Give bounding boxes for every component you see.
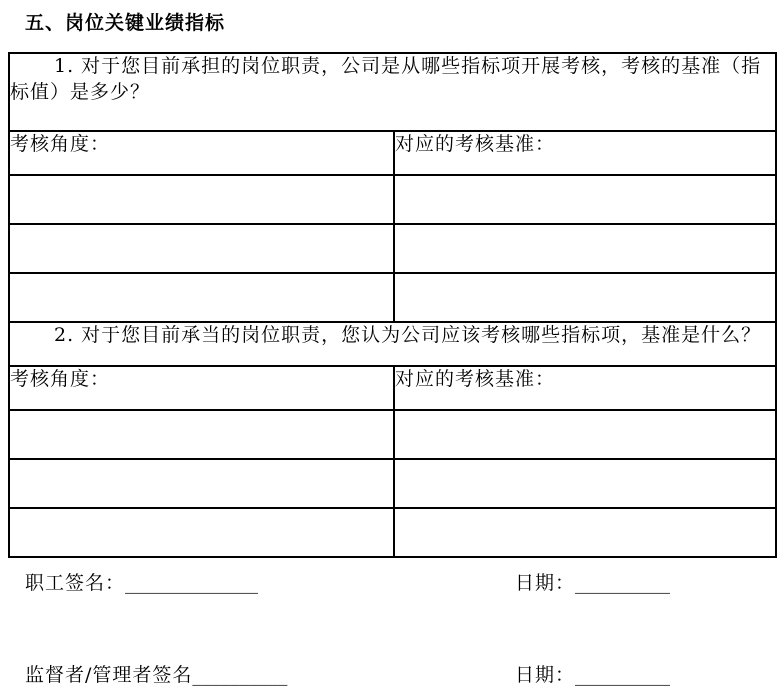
employee-signature-line[interactable]: ______________ — [125, 572, 259, 594]
section1-col2-header: 对应的考核基准： — [394, 131, 776, 175]
section1-angle-cell-1[interactable] — [9, 175, 394, 224]
supervisor-date-line[interactable]: __________ — [575, 664, 671, 686]
table-row — [9, 273, 776, 322]
table-row — [9, 366, 776, 410]
table-row — [9, 131, 776, 175]
table-row — [9, 322, 776, 366]
table-row — [9, 175, 776, 224]
employee-signature-label: 职工签名： — [25, 572, 126, 594]
supervisor-signature-label: 监督者/管理者签名 — [25, 664, 193, 686]
section2-angle-cell-3[interactable] — [9, 508, 394, 557]
table-row — [9, 459, 776, 508]
section2-basis-cell-3[interactable] — [394, 508, 776, 557]
section1-col1-header: 考核角度： — [9, 131, 394, 175]
signature-row-supervisor — [0, 660, 784, 686]
supervisor-signature-line[interactable]: __________ — [192, 664, 288, 686]
signature-row-employee — [0, 568, 784, 594]
section1-angle-cell-2[interactable] — [9, 224, 394, 273]
section2-angle-cell-2[interactable] — [9, 459, 394, 508]
question-1-text: 1. 对于您目前承担的岗位职责，公司是从哪些指标项开展考核，考核的基准（指标值）是多少？ — [9, 53, 776, 131]
employee-date-line[interactable]: __________ — [575, 572, 671, 594]
table-row — [9, 53, 776, 131]
table-row — [9, 224, 776, 273]
section1-angle-cell-3[interactable] — [9, 273, 394, 322]
kpi-table — [8, 52, 777, 558]
section2-basis-cell-1[interactable] — [394, 410, 776, 459]
page-title: 五、岗位关键业绩指标 — [25, 12, 226, 34]
supervisor-date-label: 日期： — [515, 664, 576, 686]
employee-date-label: 日期： — [515, 572, 576, 594]
section1-basis-cell-3[interactable] — [394, 273, 776, 322]
section1-basis-cell-1[interactable] — [394, 175, 776, 224]
table-row — [9, 410, 776, 459]
section2-basis-cell-2[interactable] — [394, 459, 776, 508]
section1-basis-cell-2[interactable] — [394, 224, 776, 273]
section2-col1-header: 考核角度： — [9, 366, 394, 410]
section2-col2-header: 对应的考核基准： — [394, 366, 776, 410]
section2-angle-cell-1[interactable] — [9, 410, 394, 459]
table-row — [9, 508, 776, 557]
question-2-text: 2. 对于您目前承当的岗位职责，您认为公司应该考核哪些指标项，基准是什么？ — [9, 322, 776, 366]
